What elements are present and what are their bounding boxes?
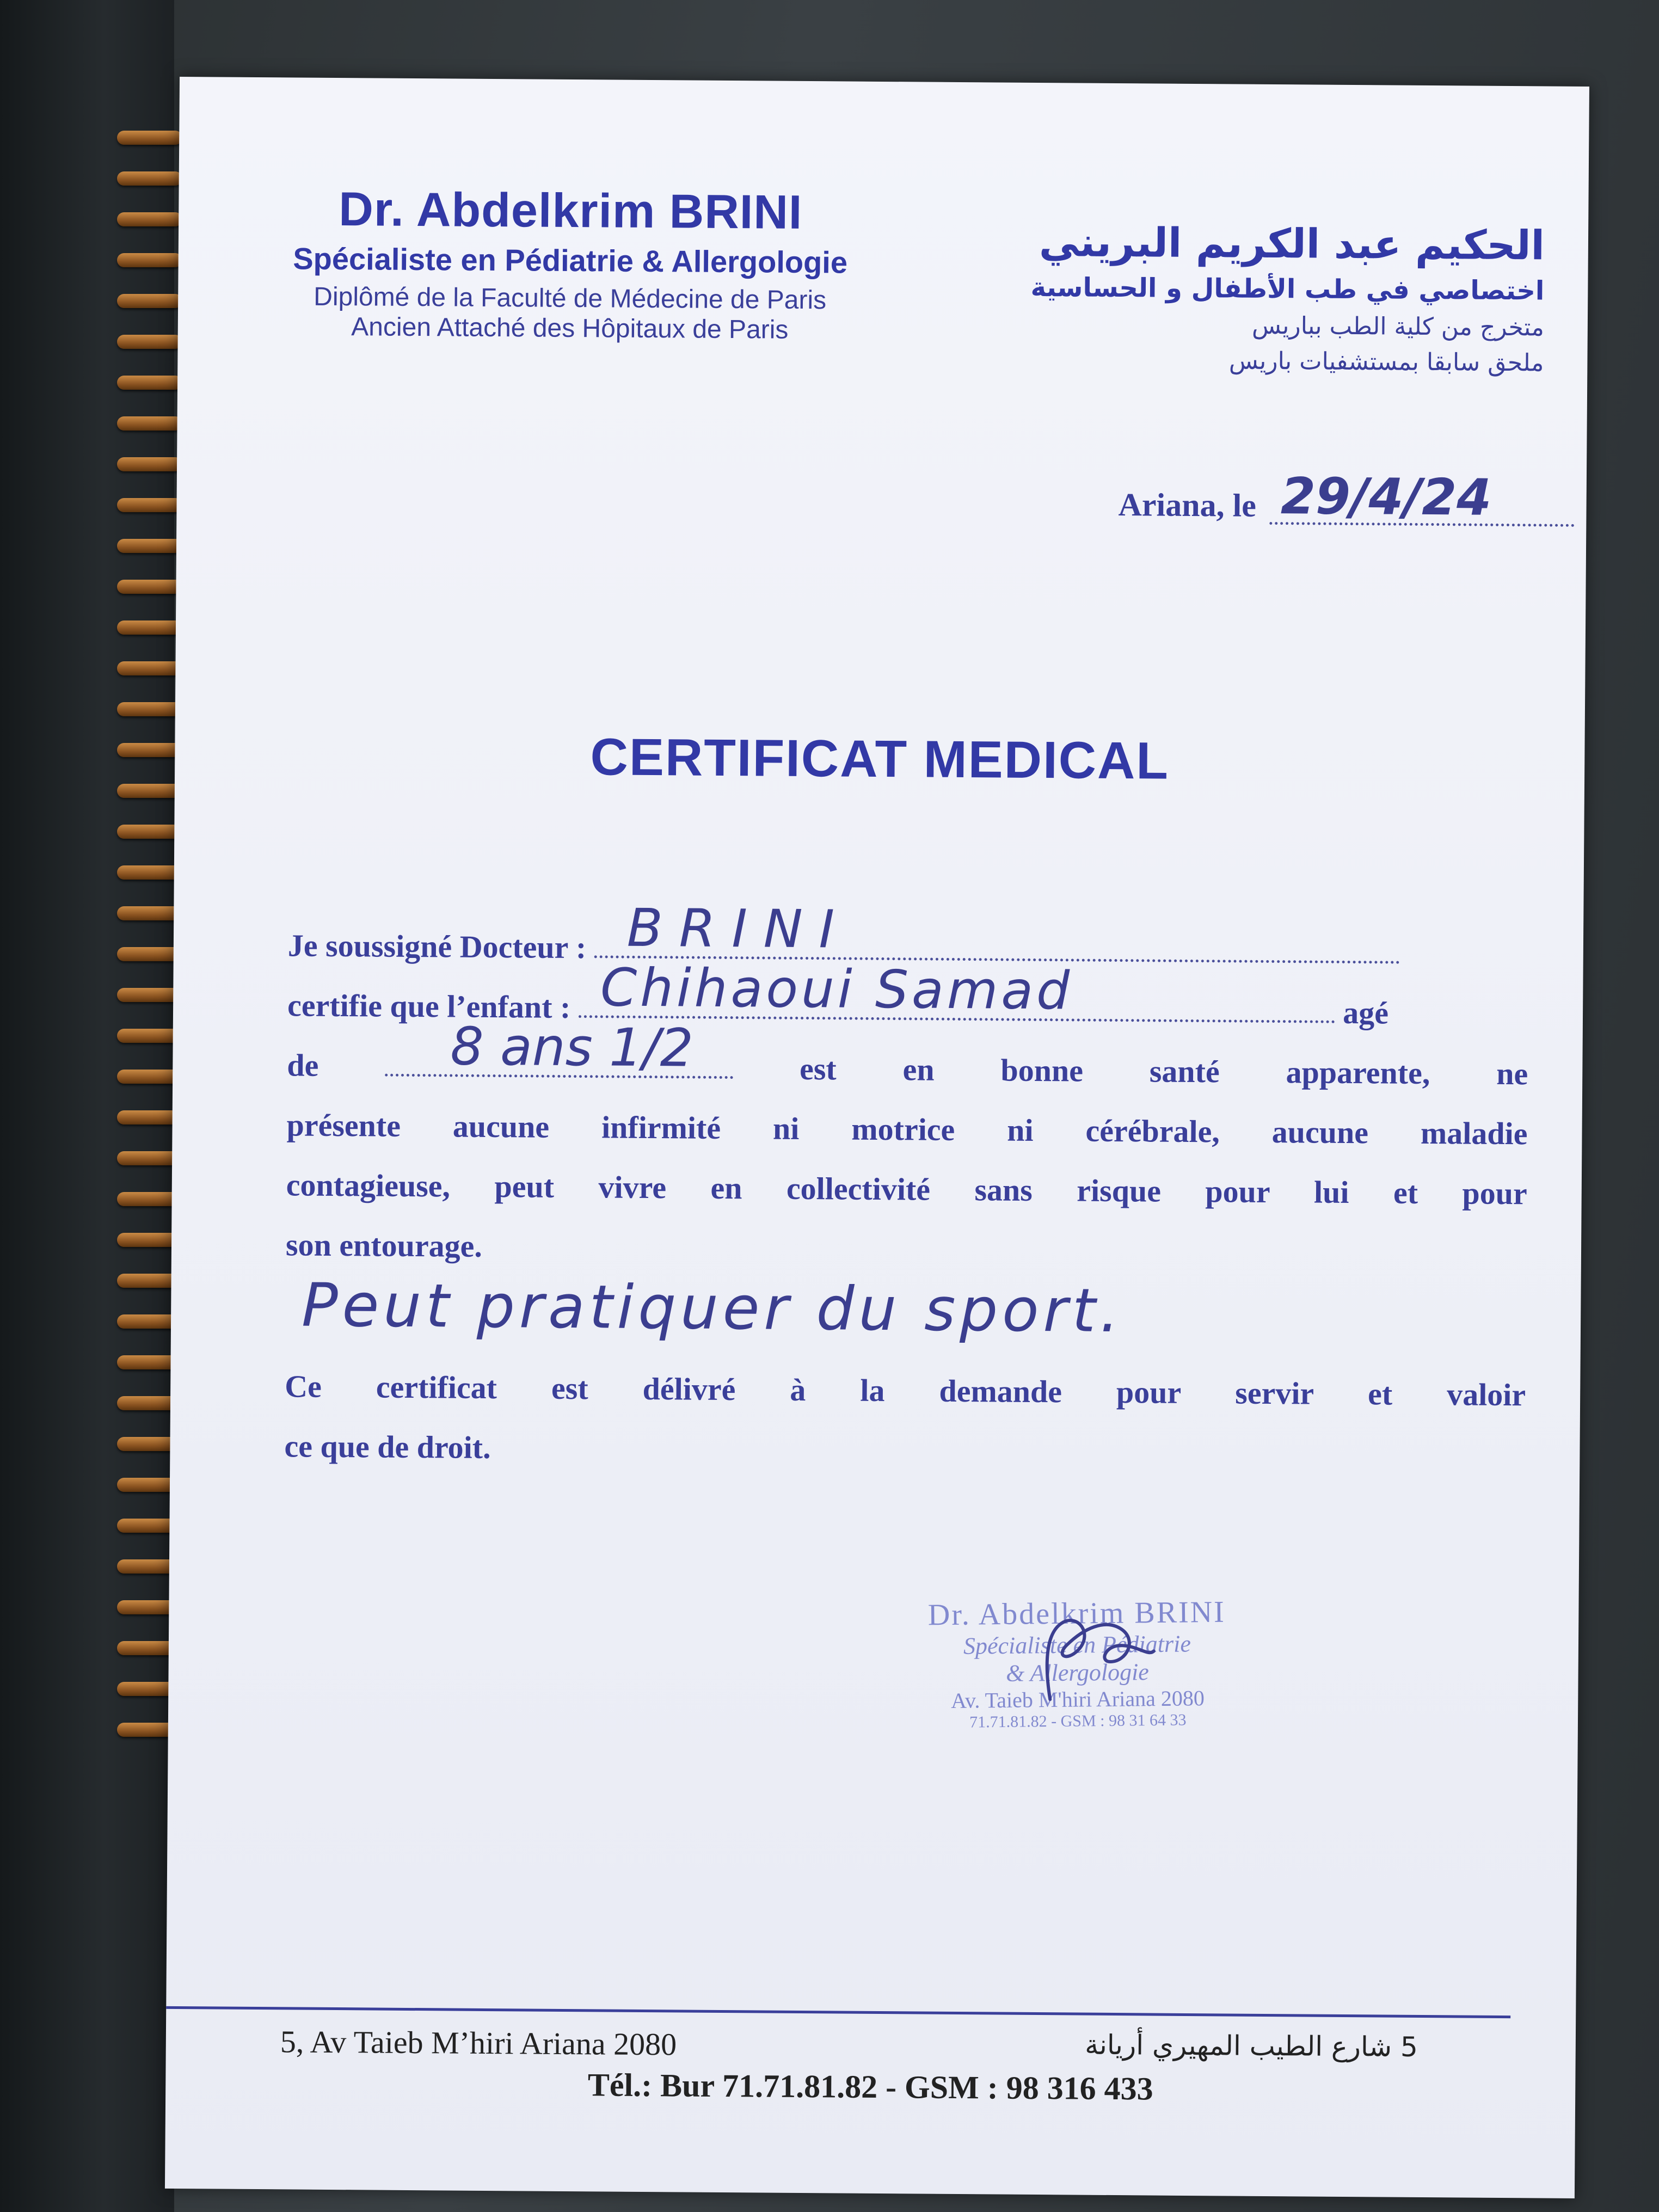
age-handwritten: 8 ans 1/2 [450,1016,694,1079]
binding-ring [117,620,182,635]
binding-ring [117,457,182,471]
line3-word: en [902,1052,935,1087]
body-line-6: son entourage. [285,1227,483,1264]
binding-ring [117,416,182,431]
footer-phone: Tél.: Bur 71.71.81.82 - GSM : 98 316 433 [587,2067,1153,2107]
footer-address: 5, Av Taieb M’hiri Ariana 2080 [280,2024,677,2062]
certificate-body [284,897,1529,1485]
doctor-name-arabic: الحكيم عبد الكريم البريني [1039,218,1545,269]
doctor-diploma: Diplômé de la Faculté de Médecine de Paris [314,282,827,315]
letterhead-latin [243,181,898,346]
doctor-former-post: Ancien Attaché des Hôpitaux de Paris [351,312,789,345]
child-handwritten: Chihaoui Samad [600,957,1073,1022]
binding-ring [117,825,182,839]
age-row [287,1016,1528,1104]
binding-ring [117,661,182,675]
notebook-spine [0,0,174,2212]
binding-ring [117,906,182,920]
line3-word: apparente, [1286,1054,1430,1091]
binding-ring [117,253,182,267]
stamp-line: Av. Taieb M'hiri Ariana 2080 [950,1686,1205,1713]
handwritten-note: Peut pratiquer du sport. [301,1270,1124,1346]
footer-divider [166,2006,1510,2018]
date-handwritten: 29/4/24 [1280,467,1492,527]
binding-ring [117,498,182,512]
line3-word: est [799,1050,837,1087]
child-label: certifie que l’enfant : [287,987,571,1025]
body-line-4: présente aucune infirmité ni motrice ni cérébrale, aucune maladie [286,1107,1528,1152]
binding-ring [117,335,182,349]
closing-line-2: ce que de droit. [284,1428,491,1466]
age-field [385,1016,733,1079]
stamp-line: & Allergologie [1005,1658,1150,1687]
doctor-signature [1028,1601,1170,1711]
binding-ring [117,702,182,716]
doctor-former-post-arabic: ملحق سابقا بمستشفيات باريس [1228,347,1544,377]
footer-address-arabic: 5 شارع الطيب المهيري أريانة [1085,2029,1418,2063]
binding-ring [117,988,182,1002]
doctor-handwritten: BRINI [626,897,851,960]
binding-ring [117,865,182,880]
binding-ring [117,131,182,145]
doctor-label: Je soussigné Docteur : [287,927,587,966]
stamp-line: Spécialiste en Pédiatrie [963,1630,1191,1660]
doctor-specialty: Spécialiste en Pédiatrie & Allergologie [293,241,848,280]
line3-word: santé [1149,1053,1220,1090]
closing-line-1: Ce certificat est délivré à la demande pour servir et valoir [285,1368,1526,1413]
age-prefix: de [287,1047,319,1083]
doctor-diploma-arabic: متخرج من كلية الطب بباريس [1251,311,1545,342]
binding-ring [117,947,182,961]
date-label: Ariana, le [1118,487,1257,524]
binding-ring [117,580,182,594]
date-dotted-field [1270,467,1575,527]
binding-ring [117,376,182,390]
binding-ring [117,294,182,308]
line3-word: ne [1496,1055,1528,1092]
stamp-line: Dr. Abdelkrim BRINI [927,1595,1226,1632]
letterhead-arabic [999,218,1545,377]
stamp-line: 71.71.81.82 - GSM : 98 31 64 33 [969,1711,1187,1731]
doctor-name: Dr. Abdelkrim BRINI [339,182,803,239]
document-title: CERTIFICAT MEDICAL [590,728,1170,790]
binding-ring [117,784,182,798]
age-suffix: agé [1343,994,1389,1031]
binding-ring [117,212,182,226]
date-line [1118,467,1575,527]
binding-ring [117,539,182,553]
certificate-sheet [165,77,1589,2198]
doctor-specialty-arabic: اختصاصي في طب الأطفال و الحساسية [1030,272,1545,306]
binding-ring [117,743,182,757]
body-line-5: contagieuse, peut vivre en collectivité sans risque pour lui et pour [286,1167,1527,1212]
line3-word: bonne [1000,1052,1084,1089]
binding-ring [117,171,182,186]
